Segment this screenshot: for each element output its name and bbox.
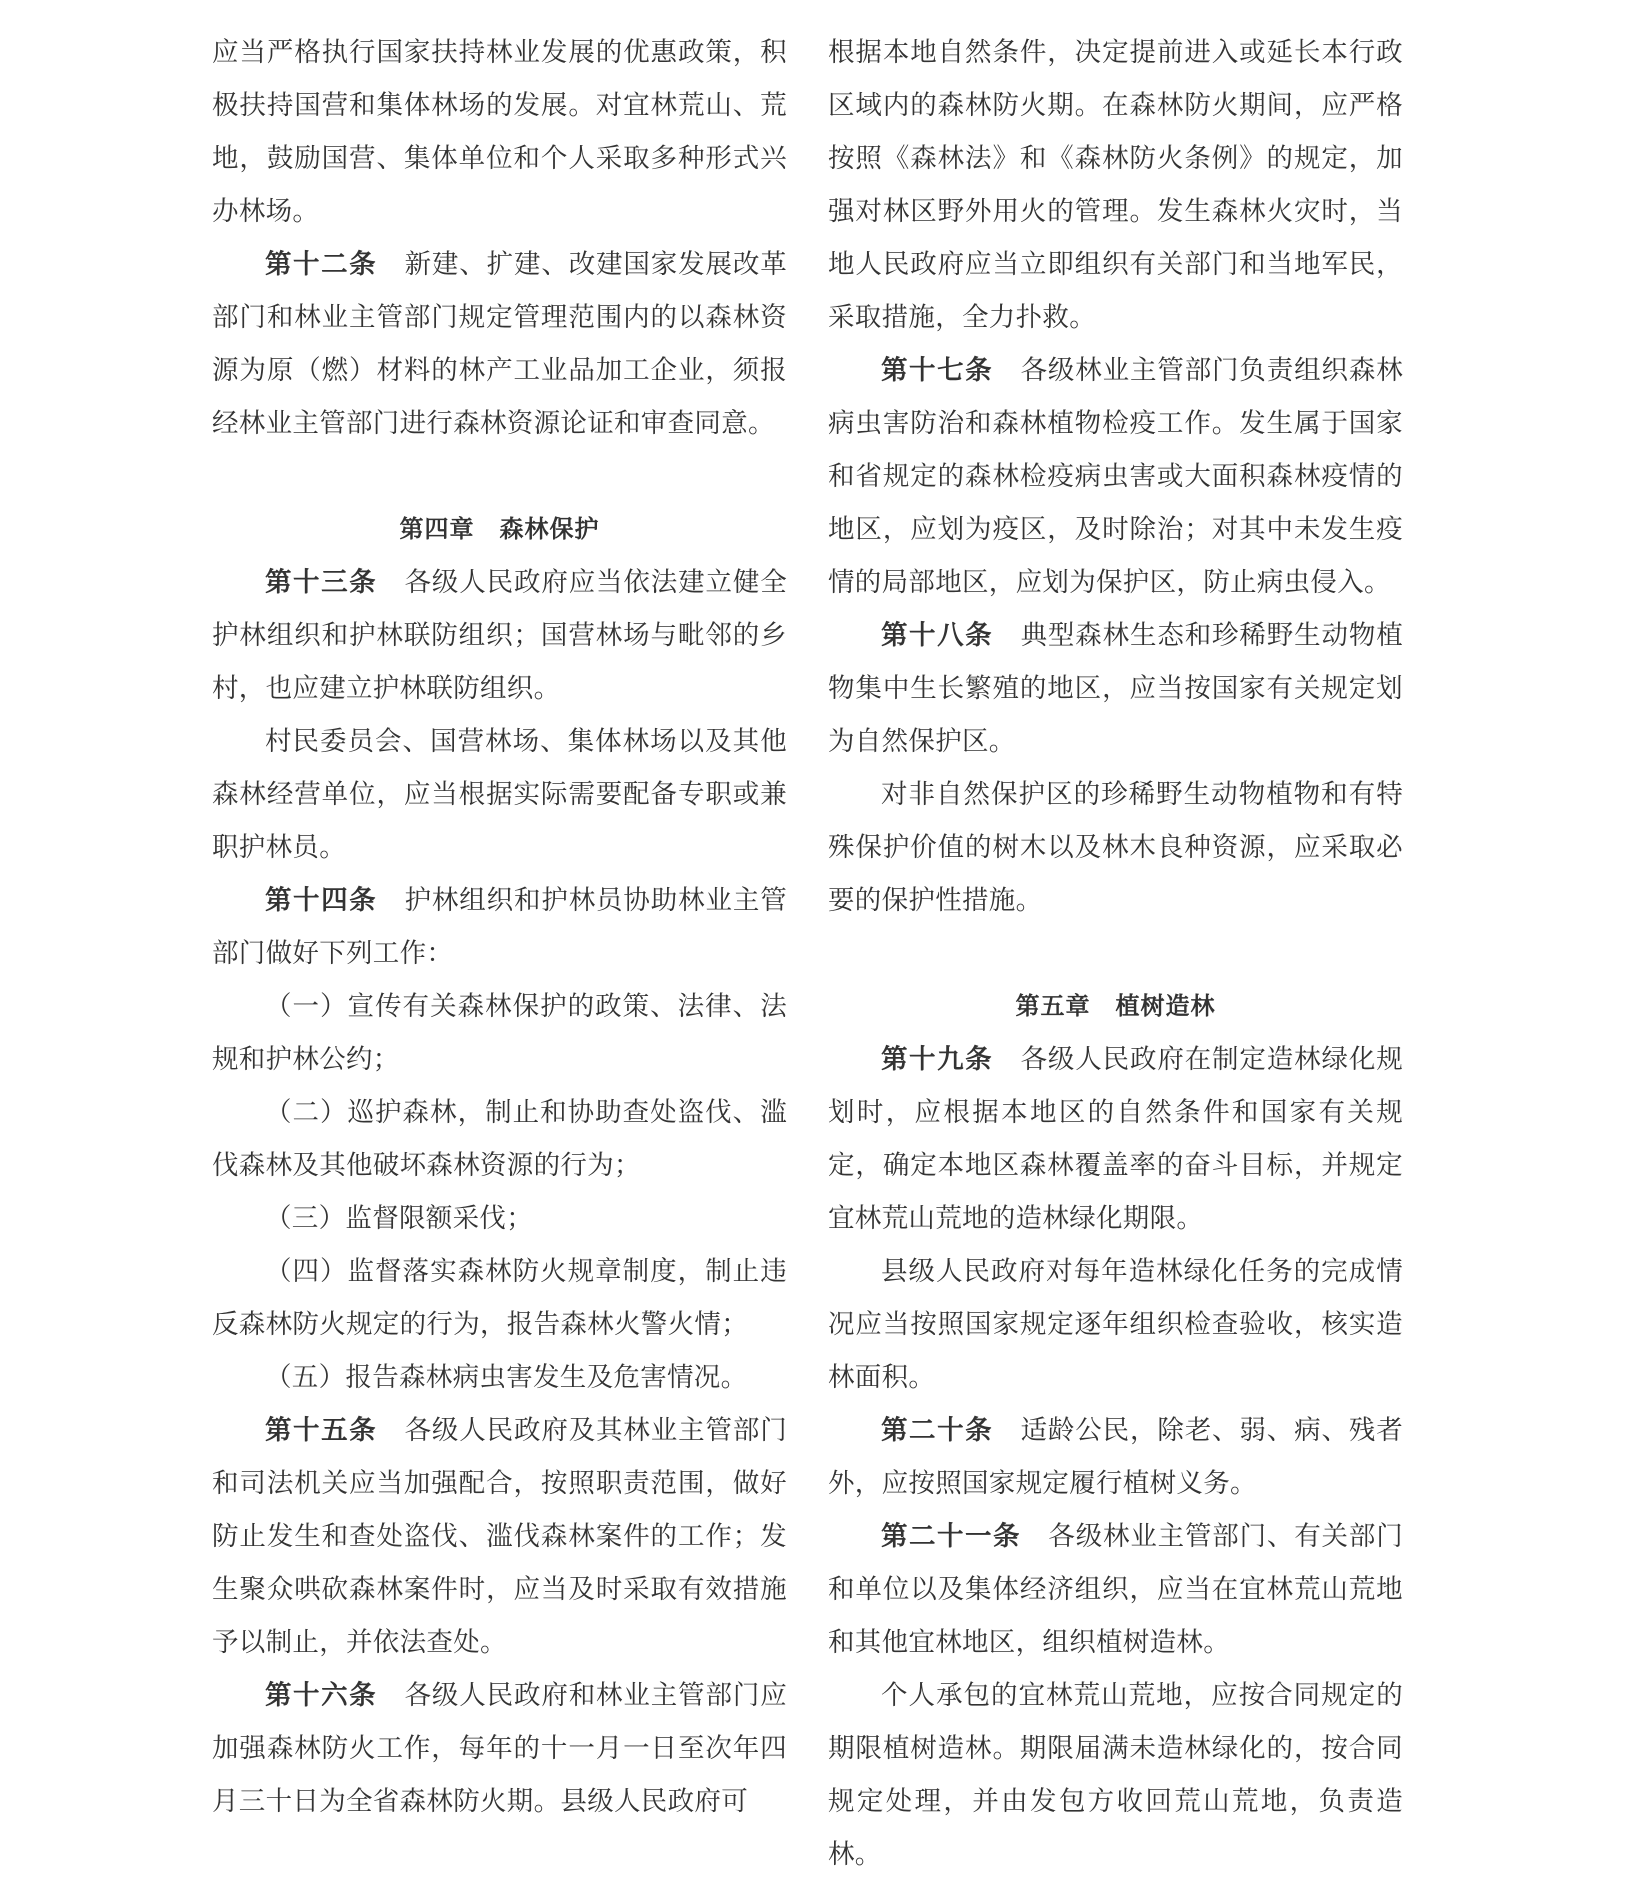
- article-label: 第十九条: [881, 1044, 994, 1075]
- article-18: [828, 609, 1403, 768]
- article-text: 护林组织和护林员协助林业主管部门做好下列工作：: [212, 885, 787, 969]
- article-13-paragraph-2: 村民委员会、国营林场、集体林场以及其他森林经营单位，应当根据实际需要配备专职或兼职护林员。: [212, 726, 787, 863]
- article-19: [828, 1033, 1403, 1245]
- article-label: 第二十一条: [881, 1521, 1022, 1552]
- right-column: [828, 26, 1403, 1881]
- article-text: 各级人民政府和林业主管部门应加强森林防火工作，每年的十一月一日至次年四月三十日为全省森林防火期。县级人民政府可: [212, 1680, 787, 1817]
- list-item: （三）监督限额采伐；: [265, 1203, 533, 1234]
- article-label: 第十四条: [265, 885, 378, 916]
- spacer: [828, 927, 1403, 980]
- chapter-heading: 第四章 森林保护: [399, 515, 600, 543]
- spacer: [212, 450, 787, 503]
- article-13: [212, 556, 787, 715]
- article-label: 第十二条: [265, 249, 378, 280]
- article-21-paragraph-2: 个人承包的宜林荒山荒地，应按合同规定的期限植树造林。期限届满未造林绿化的，按合同规定处理，并由发包方收回荒山荒地，负责造林。: [828, 1680, 1403, 1870]
- article-17: [828, 344, 1403, 609]
- article-21: [828, 1510, 1403, 1669]
- article-14: [212, 874, 787, 980]
- article-text: 各级人民政府应当依法建立健全护林组织和护林联防组织；国营林场与毗邻的乡村，也应建立护林联防组织。: [212, 567, 787, 704]
- list-item: （五）报告森林病虫害发生及危害情况。: [265, 1362, 748, 1393]
- article-text: 适龄公民，除老、弱、病、残者外，应按照国家规定履行植树义务。: [828, 1415, 1403, 1499]
- list-item: （一）宣传有关森林保护的政策、法律、法规和护林公约；: [212, 991, 787, 1075]
- article-label: 第十五条: [265, 1415, 378, 1446]
- article-20: [828, 1404, 1403, 1510]
- article-text: 典型森林生态和珍稀野生动物植物集中生长繁殖的地区，应当按国家有关规定划为自然保护区。: [828, 620, 1403, 757]
- paragraph-continuation: 根据本地自然条件，决定提前进入或延长本行政区域内的森林防火期。在森林防火期间，应严格按照《森林法》和《森林防火条例》的规定，加强对林区野外用火的管理。发生森林火灾时，当地人民政府应当立即组织有关部门和当地军民，采取措施，全力扑救。: [828, 37, 1403, 333]
- article-label: 第十七条: [881, 355, 994, 386]
- list-item: （二）巡护森林，制止和协助查处盗伐、滥伐森林及其他破坏森林资源的行为；: [212, 1097, 787, 1181]
- article-text: 各级林业主管部门负责组织森林病虫害防治和森林植物检疫工作。发生属于国家和省规定的森林检疫病虫害或大面积森林疫情的地区，应划为疫区，及时除治；对其中未发生疫情的局部地区，应划为保护区，防止病虫侵入。: [828, 355, 1403, 598]
- left-column: [212, 26, 787, 1828]
- article-text: 各级林业主管部门、有关部门和单位以及集体经济组织，应当在宜林荒山荒地和其他宜林地区，组织植树造林。: [828, 1521, 1403, 1658]
- article-16: [212, 1669, 787, 1828]
- article-label: 第十六条: [265, 1680, 378, 1711]
- article-text: 各级人民政府及其林业主管部门和司法机关应当加强配合，按照职责范围，做好防止发生和查处盗伐、滥伐森林案件的工作；发生聚众哄砍森林案件时，应当及时采取有效措施予以制止，并依法查处。: [212, 1415, 787, 1658]
- article-label: 第二十条: [881, 1415, 994, 1446]
- chapter-heading: 第五章 植树造林: [1015, 992, 1216, 1020]
- article-text: 新建、扩建、改建国家发展改革部门和林业主管部门规定管理范围内的以森林资源为原（燃）材料的林产工业品加工企业，须报经林业主管部门进行森林资源论证和审查同意。: [212, 249, 787, 439]
- list-item: （四）监督落实森林防火规章制度，制止违反森林防火规定的行为，报告森林火警火情；: [212, 1256, 787, 1340]
- article-label: 第十八条: [881, 620, 994, 651]
- article-15: [212, 1404, 787, 1669]
- article-text: 各级人民政府在制定造林绿化规划时，应根据本地区的自然条件和国家有关规定，确定本地区森林覆盖率的奋斗目标，并规定宜林荒山荒地的造林绿化期限。: [828, 1044, 1403, 1234]
- article-18-paragraph-2: 对非自然保护区的珍稀野生动物植物和有特殊保护价值的树木以及林木良种资源，应采取必要的保护性措施。: [828, 779, 1403, 916]
- paragraph-continuation: 应当严格执行国家扶持林业发展的优惠政策，积极扶持国营和集体林场的发展。对宜林荒山、荒地，鼓励国营、集体单位和个人采取多种形式兴办林场。: [212, 37, 787, 227]
- article-label: 第十三条: [265, 567, 378, 598]
- article-12: [212, 238, 787, 450]
- article-19-paragraph-2: 县级人民政府对每年造林绿化任务的完成情况应当按照国家规定逐年组织检查验收，核实造林面积。: [828, 1256, 1403, 1393]
